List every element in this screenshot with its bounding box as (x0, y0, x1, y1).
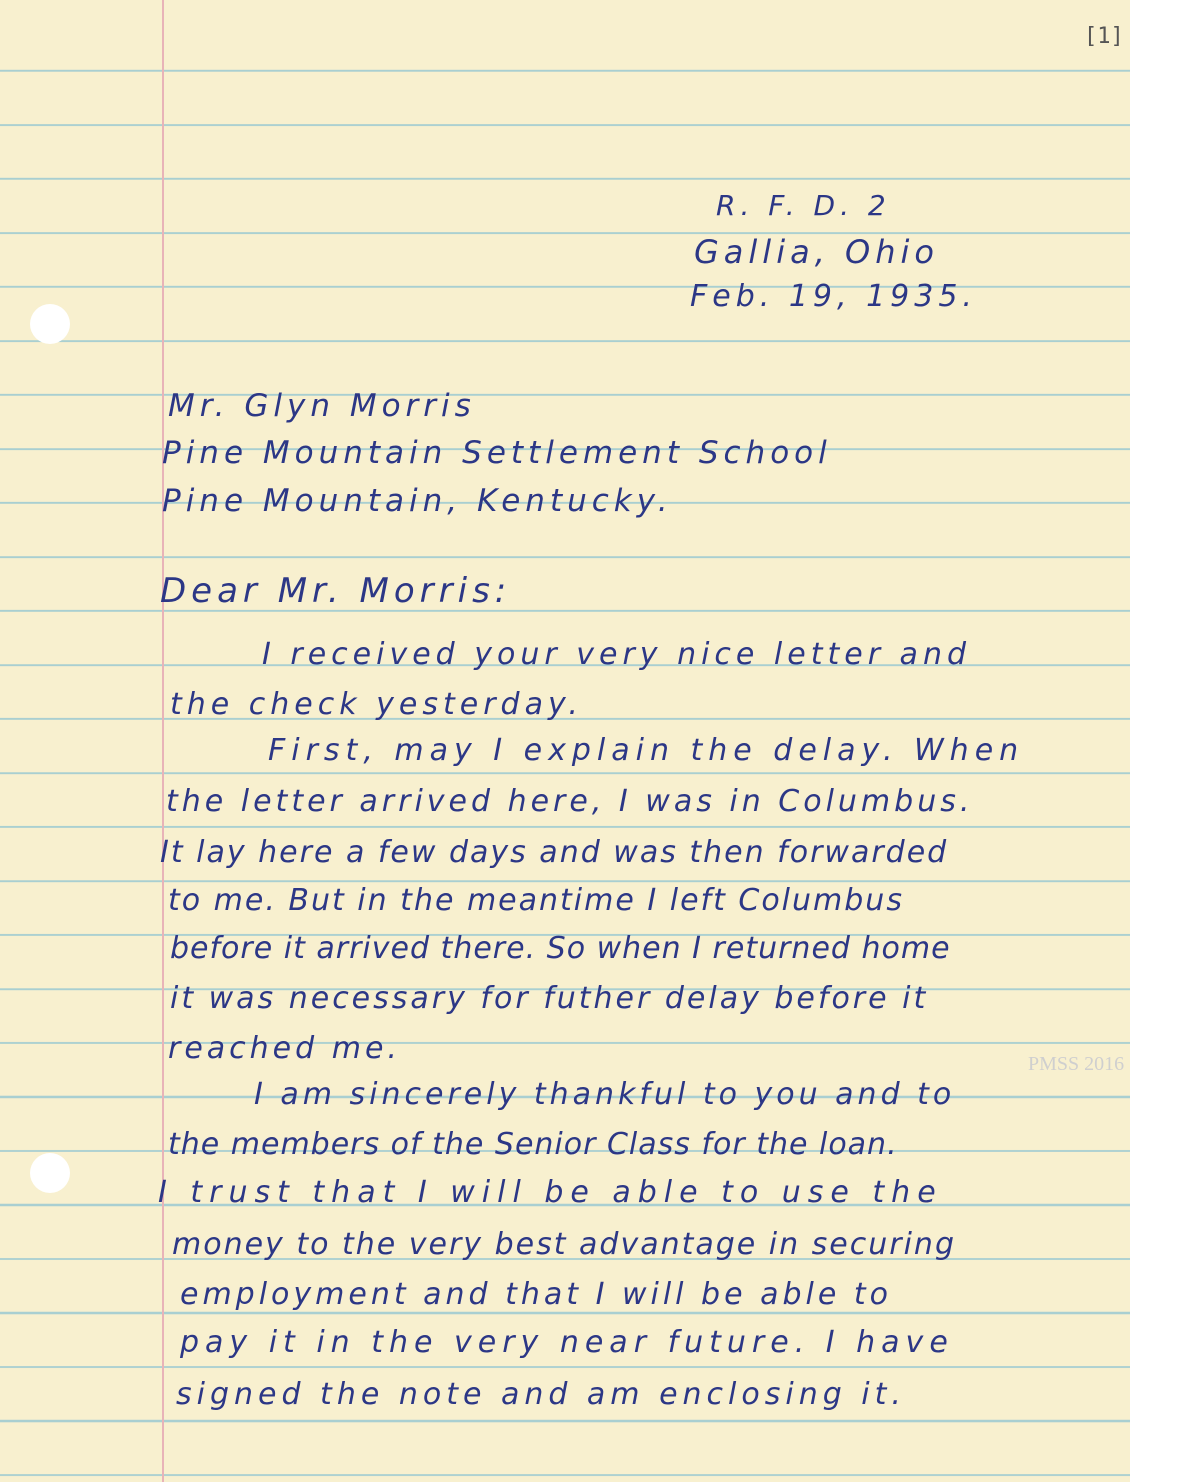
punch-hole-top (30, 304, 70, 344)
body-line: to me. But in the meantime I left Columbus (168, 883, 904, 918)
watermark: PMSS 2016 (1028, 1053, 1125, 1075)
body-line: It lay here a few days and was then forwarded (160, 835, 949, 870)
body-line: I am sincerely thankful to you and to (254, 1077, 956, 1112)
letter-date: Feb. 19, 1935. (690, 279, 977, 314)
recipient-location: Pine Mountain, Kentucky. (162, 483, 673, 519)
body-line: pay it in the very near future. I have (180, 1325, 954, 1360)
body-line: the letter arrived here, I was in Columbus. (166, 784, 974, 819)
recipient-institution: Pine Mountain Settlement School (162, 435, 832, 471)
body-line: I received your very nice letter and (262, 637, 971, 672)
body-line: First, may I explain the delay. When (268, 733, 1025, 768)
recipient-name: Mr. Glyn Morris (168, 388, 476, 424)
body-line: the check yesterday. (170, 687, 583, 722)
body-line: it was necessary for futher delay before it (170, 981, 929, 1016)
red-margin-rule (162, 0, 164, 1482)
body-line: money to the very best advantage in securing (172, 1227, 956, 1262)
body-line: reached me. (168, 1031, 401, 1066)
body-line: before it arrived there. So when I returned home (170, 931, 951, 966)
body-line: I trust that I will be able to use the (158, 1175, 943, 1210)
body-line: employment and that I will be able to (180, 1277, 892, 1312)
page-number: [1] (1084, 24, 1124, 49)
salutation: Dear Mr. Morris: (160, 571, 512, 611)
body-line: the members of the Senior Class for the loan. (168, 1127, 898, 1162)
return-address-line-2: Gallia, Ohio (694, 233, 939, 271)
punch-hole-bottom (30, 1153, 70, 1193)
body-line: signed the note and am enclosing it. (176, 1377, 906, 1412)
return-address-line-1: R. F. D. 2 (716, 189, 891, 222)
